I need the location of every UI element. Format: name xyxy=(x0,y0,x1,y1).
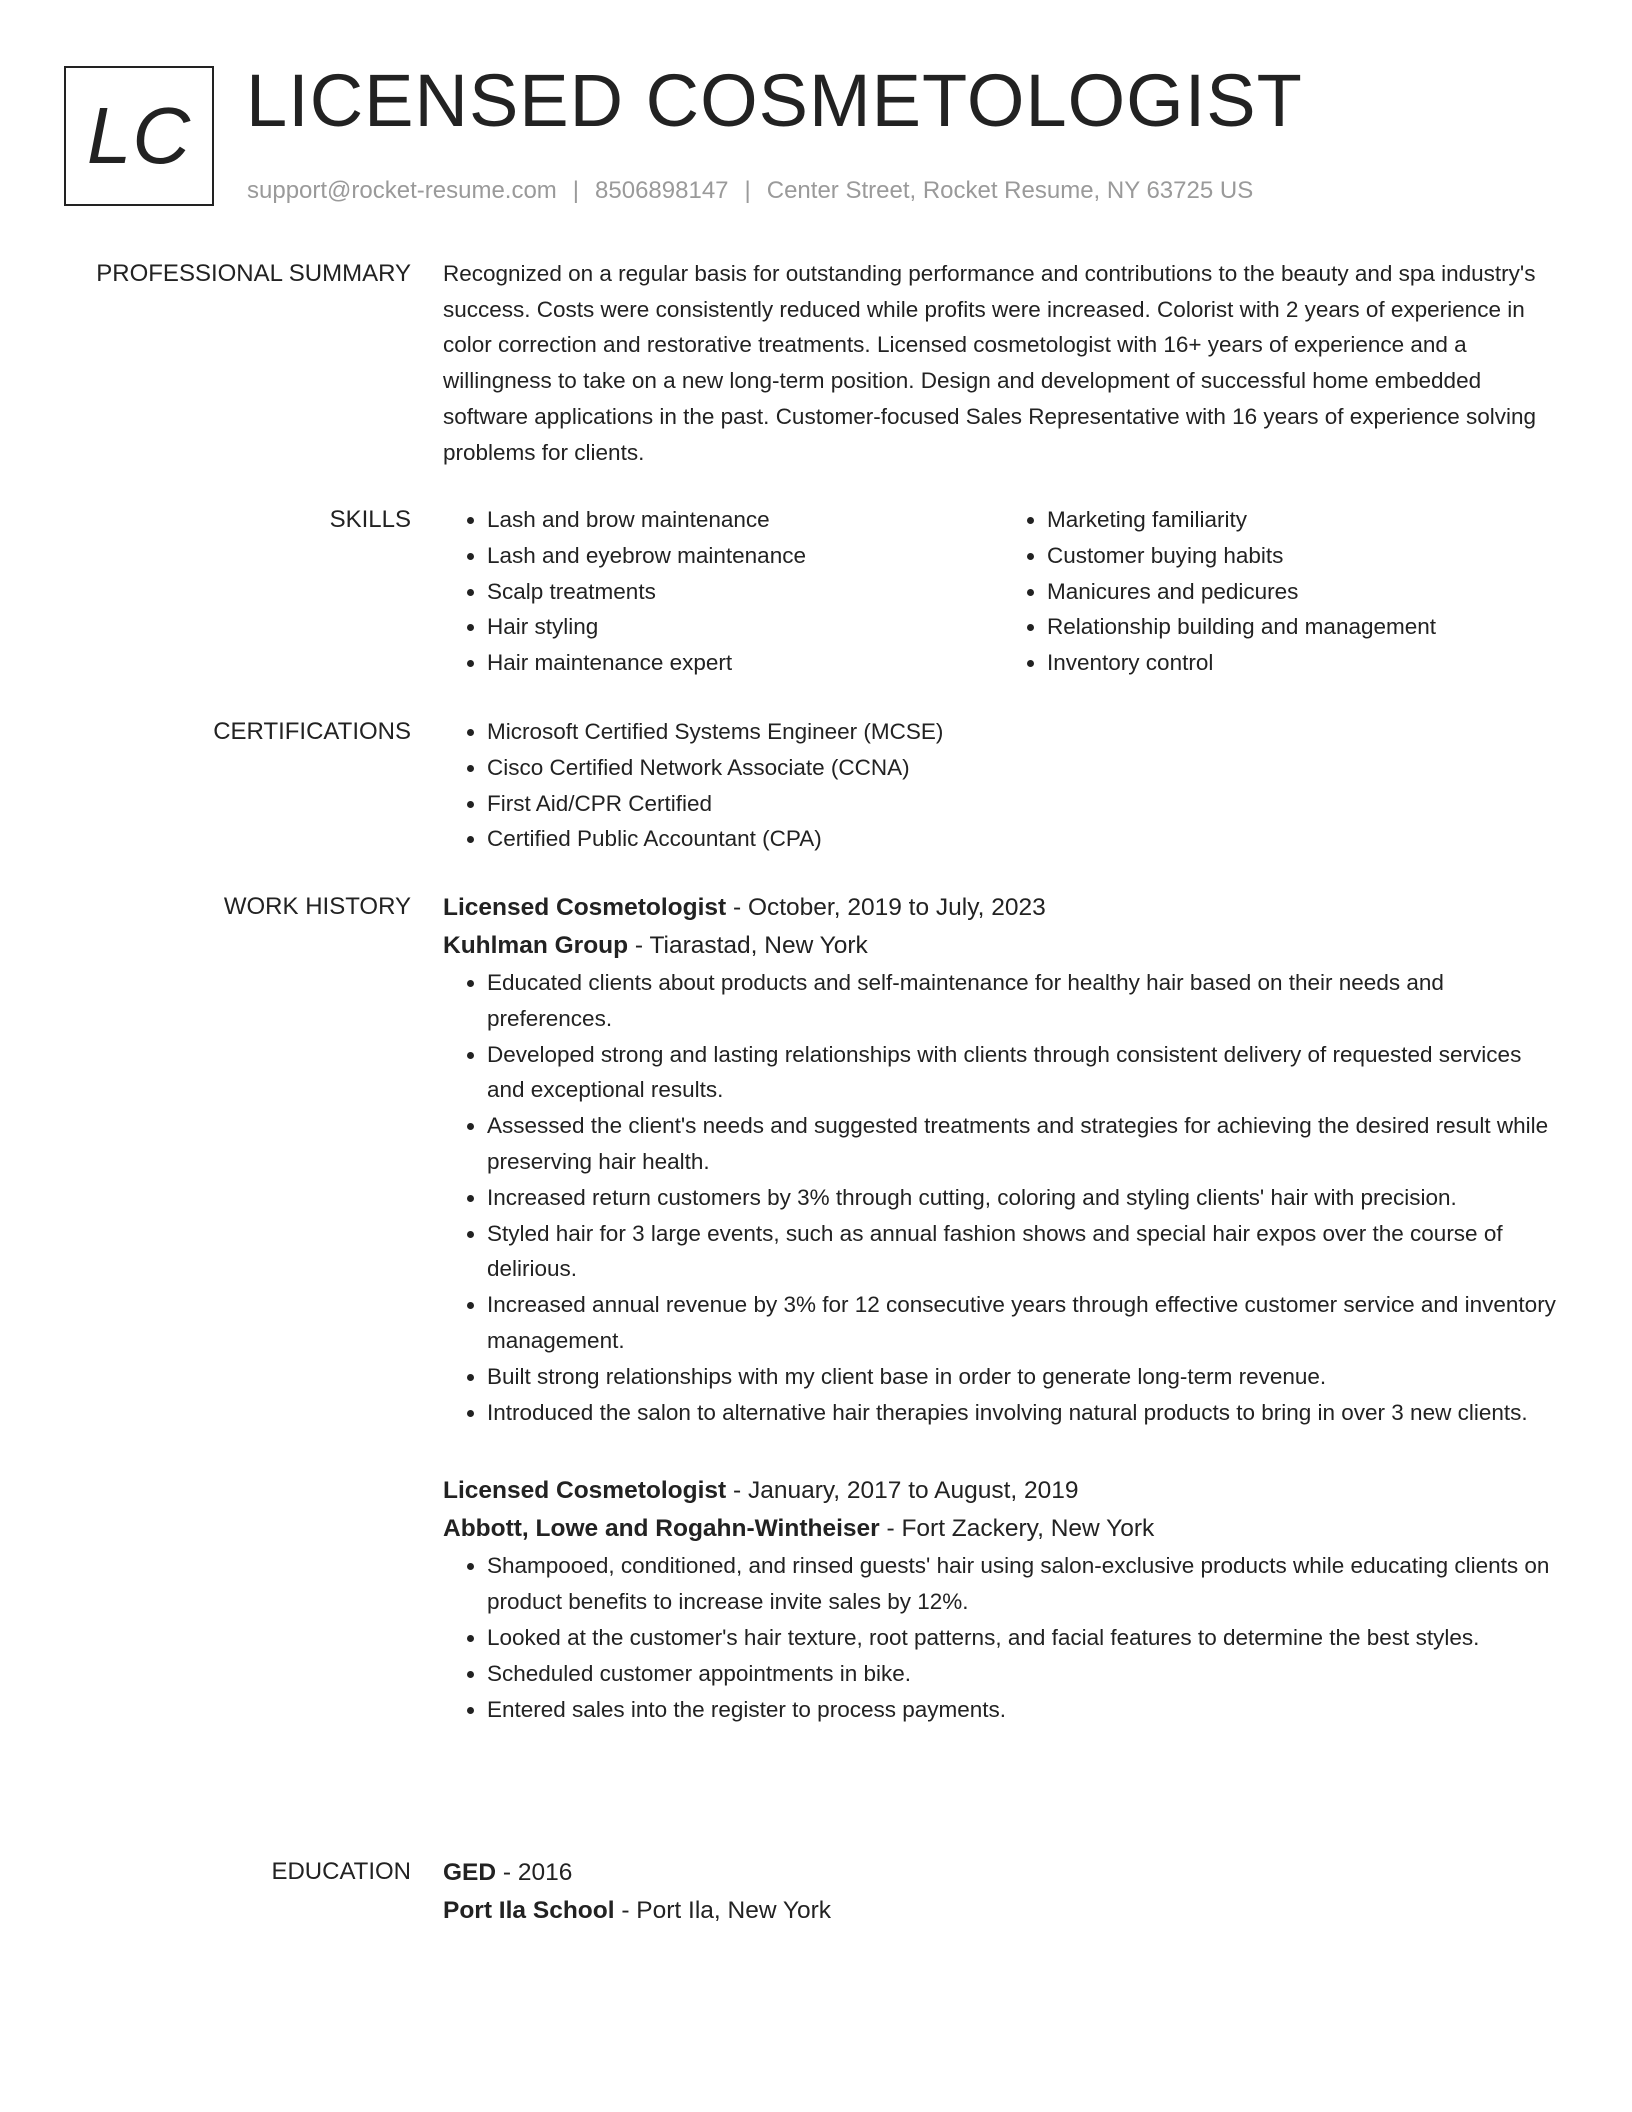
job-bullet: • Developed strong and lasting relationships with clients through consistent delivery of requested services and exceptional results. xyxy=(487,1037,1563,1109)
education-year: - 2016 xyxy=(496,1859,573,1886)
job-company: Kuhlman Group xyxy=(443,932,629,959)
job-title: Licensed Cosmetologist xyxy=(443,1477,727,1505)
certifications-body xyxy=(443,714,1563,857)
skill-item: • Manicures and pedicures xyxy=(1047,574,1563,610)
job-title-line xyxy=(443,889,1563,927)
skill-item: • Lash and brow maintenance xyxy=(487,502,1003,538)
contact-separator: | xyxy=(744,177,751,204)
job-bullet: • Entered sales into the register to process payments. xyxy=(487,1692,1563,1728)
skill-item: • Lash and eyebrow maintenance xyxy=(487,538,1003,574)
certification-item: • Cisco Certified Network Associate (CCNA) xyxy=(487,750,1563,786)
skill-item: • Marketing familiarity xyxy=(1047,502,1563,538)
skills-list-right xyxy=(1003,502,1563,681)
section-label-work-history: WORK HISTORY xyxy=(223,893,411,920)
job-bullet: • Educated clients about products and self-maintenance for healthy hair based on their needs and preferences. xyxy=(487,965,1563,1037)
skill-item: • Scalp treatments xyxy=(487,574,1003,610)
job-company: Abbott, Lowe and Rogahn-Wintheiser xyxy=(443,1515,880,1543)
skill-item: • Relationship building and management xyxy=(1047,609,1563,645)
summary-body xyxy=(443,256,1563,470)
job-entry xyxy=(443,889,1563,1430)
job-company-line xyxy=(443,927,1563,965)
job-bullet: • Built strong relationships with my client base in order to generate long-term revenue. xyxy=(487,1359,1563,1395)
certifications-list xyxy=(443,714,1563,857)
section-label-summary: PROFESSIONAL SUMMARY xyxy=(96,260,411,287)
job-bullet-list xyxy=(443,1548,1563,1727)
job-entry xyxy=(443,1472,1563,1727)
skills-body xyxy=(443,502,1563,681)
job-dates: - October, 2019 to July, 2023 xyxy=(726,894,1046,921)
job-title-line xyxy=(443,1472,1563,1510)
education-school: Port Ila School xyxy=(443,1897,615,1924)
skills-columns xyxy=(443,502,1563,681)
education-school-line xyxy=(443,1892,1563,1930)
job-bullet: • Scheduled customer appointments in bike. xyxy=(487,1656,1563,1692)
education-degree: GED xyxy=(443,1859,497,1886)
resume-title: LICENSED COSMETOLOGIST xyxy=(246,59,1303,142)
job-bullet-list xyxy=(443,965,1563,1430)
skills-list-left xyxy=(443,502,1003,681)
section-label-skills: SKILLS xyxy=(329,506,411,533)
skill-item: • Customer buying habits xyxy=(1047,538,1563,574)
job-bullet: • Styled hair for 3 large events, such as annual fashion shows and special hair expos over the course of delirious. xyxy=(487,1216,1563,1288)
job-bullet: • Assessed the client's needs and suggested treatments and strategies for achieving the desired result while preserving hair health. xyxy=(487,1108,1563,1180)
education-degree-line xyxy=(443,1854,1563,1892)
contact-separator: | xyxy=(572,177,580,204)
section-label-certifications: CERTIFICATIONS xyxy=(213,718,411,745)
job-bullet: • Increased return customers by 3% through cutting, coloring and styling clients' hair with precision. xyxy=(487,1180,1563,1216)
skill-item: • Hair maintenance expert xyxy=(487,645,1003,681)
monogram-logo: LC xyxy=(64,66,214,206)
job-dates: - January, 2017 to August, 2019 xyxy=(726,1477,1079,1505)
contact-email: support@rocket-resume.com xyxy=(247,177,557,204)
job-location: - Tiarastad, New York xyxy=(628,932,868,959)
section-label-education: EDUCATION xyxy=(271,1858,411,1885)
job-title: Licensed Cosmetologist xyxy=(443,894,727,921)
certification-item: • First Aid/CPR Certified xyxy=(487,786,1563,822)
contact-phone: 8506898147 xyxy=(595,177,729,204)
job-company-line xyxy=(443,1510,1563,1548)
job-bullet: • Looked at the customer's hair texture, root patterns, and facial features to determine the best styles. xyxy=(487,1620,1563,1656)
education-location: - Port Ila, New York xyxy=(614,1897,832,1924)
skill-item: • Hair styling xyxy=(487,609,1003,645)
job-bullet: • Shampooed, conditioned, and rinsed guests' hair using salon-exclusive products while educating clients on product benefits to increase invite sales by 12%. xyxy=(487,1548,1563,1620)
job-bullet: • Introduced the salon to alternative hair therapies involving natural products to bring in over 3 new clients. xyxy=(487,1395,1563,1431)
skill-item: • Inventory control xyxy=(1047,645,1563,681)
contact-address: Center Street, Rocket Resume, NY 63725 US xyxy=(766,177,1254,204)
job-bullet: • Increased annual revenue by 3% for 12 consecutive years through effective customer service and inventory management. xyxy=(487,1287,1563,1359)
work-history-body xyxy=(443,889,1563,1727)
summary-text: Recognized on a regular basis for outstanding performance and contributions to the beauty and spa industry's success. Costs were consistently reduced while profits were increased. Colorist with 2 years of experience in color correction and restorative treatments. Licensed cosmetologist with 16+ years of experience and a willingness to take on a new long-term position. Design and development of successful home embedded software applications in the past. Customer-focused Sales Representative with 16 years of experience solving problems for clients. xyxy=(443,261,1537,465)
job-location: - Fort Zackery, New York xyxy=(879,1515,1155,1543)
certification-item: • Certified Public Accountant (CPA) xyxy=(487,821,1563,857)
education-body xyxy=(443,1854,1563,1930)
contact-line xyxy=(247,174,1253,208)
certification-item: • Microsoft Certified Systems Engineer (MCSE) xyxy=(487,714,1563,750)
